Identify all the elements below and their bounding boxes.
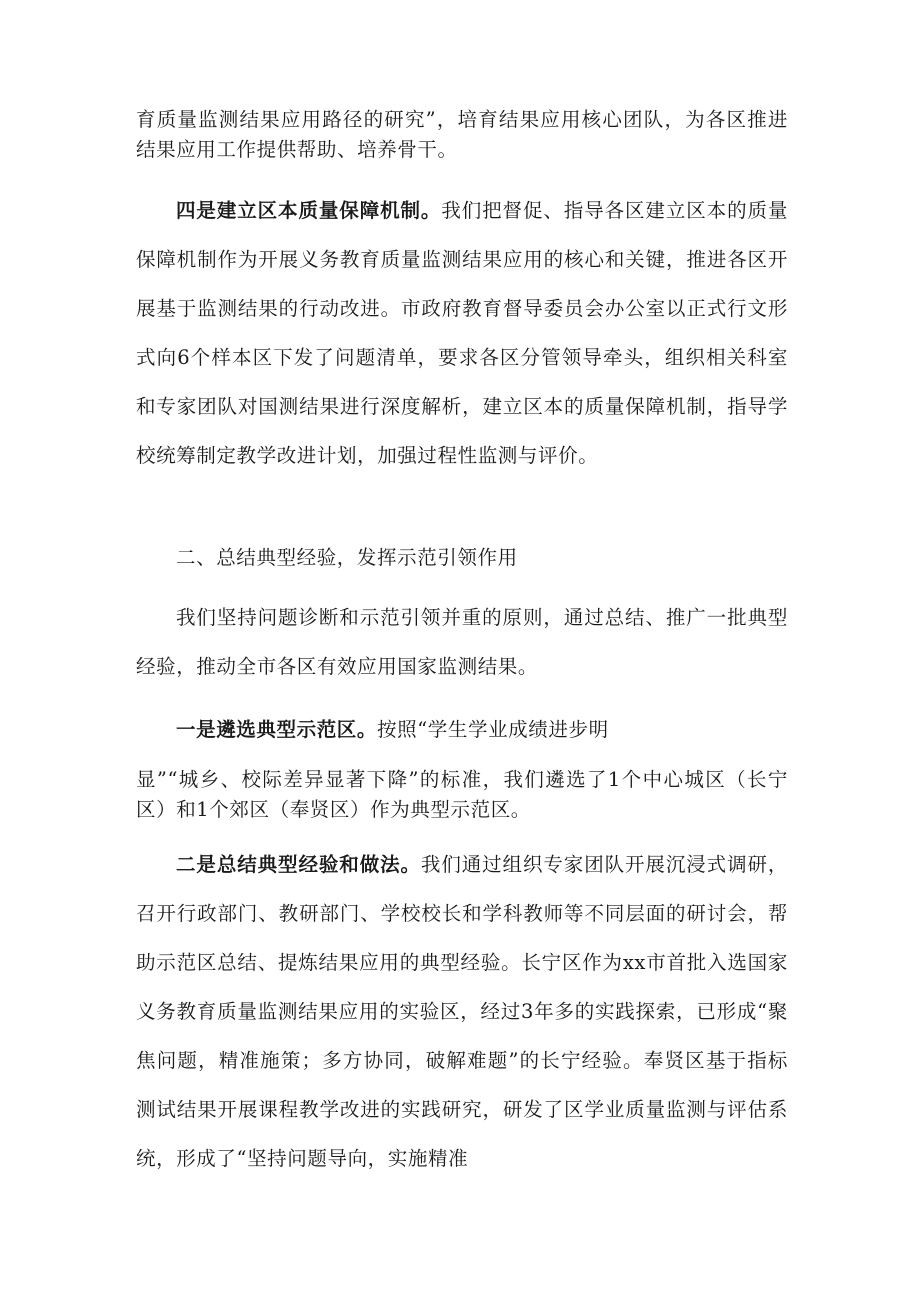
paragraph-text: 我们通过组织专家团队开展沉浸式调研，召开行政部门、教研部门、学校校长和学科教师等不同层面的研讨会，帮助示范区总结、提炼结果应用的典型经验。长宁区作为xx市首批入选国家义务教育质量监测结果应用的实验区，经过3年多的实践探索，已形成“聚焦问题，精准施策；多方协同，破解难题”的长宁经验。奉贤区基于指标测试结果开展课程教学改进的实践研究，研发了区学业质量监测与评估系统，形成了“坚持问题导向，实施精准 — [136, 853, 788, 1170]
paragraph-lead: 二是总结典型经验和做法。 — [176, 853, 421, 876]
paragraph-principle — [136, 593, 788, 691]
paragraph-1 — [136, 105, 788, 165]
paragraph-lead: 四是建立区本质量保障机制。 — [176, 199, 442, 222]
paragraph-1-text: 育质量监测结果应用路径的研究”，培育结果应用核心团队，为各区推进结果应用工作提供帮助、培养骨干。 — [136, 108, 788, 161]
section-heading-text: 二、总结典型经验，发挥示范引领作用 — [176, 546, 518, 569]
paragraph-select-model-rest — [136, 765, 788, 825]
paragraph-text: 按照“学生学业成绩进步明 — [377, 718, 609, 741]
paragraph-text: 显”“城乡、校际差异显著下降”的标准，我们遴选了1个中心城区（长宁区）和1个郊区（奉贤区）作为典型示范区。 — [136, 768, 788, 821]
paragraph-select-model-line1 — [136, 713, 788, 747]
paragraph-lead: 一是遴选典型示范区。 — [176, 718, 378, 741]
paragraph-quality-mechanism — [136, 186, 788, 480]
paragraph-summary-experience — [136, 840, 788, 1183]
paragraph-text: 我们坚持问题诊断和示范引领并重的原则，通过总结、推广一批典型经验，推动全市各区有效应用国家监测结果。 — [136, 606, 788, 678]
paragraph-text: 我们把督促、指导各区建立区本的质量保障机制作为开展义务教育质量监测结果应用的核心和关键，推进各区开展基于监测结果的行动改进。市政府教育督导委员会办公室以正式行文形式向6个样本区下发了问题清单，要求各区分管领导牵头，组织相关科室和专家团队对国测结果进行深度解析，建立区本的质量保障机制，指导学校统筹制定教学改进计划，加强过程性监测与评价。 — [136, 199, 788, 467]
section-heading — [136, 533, 788, 582]
